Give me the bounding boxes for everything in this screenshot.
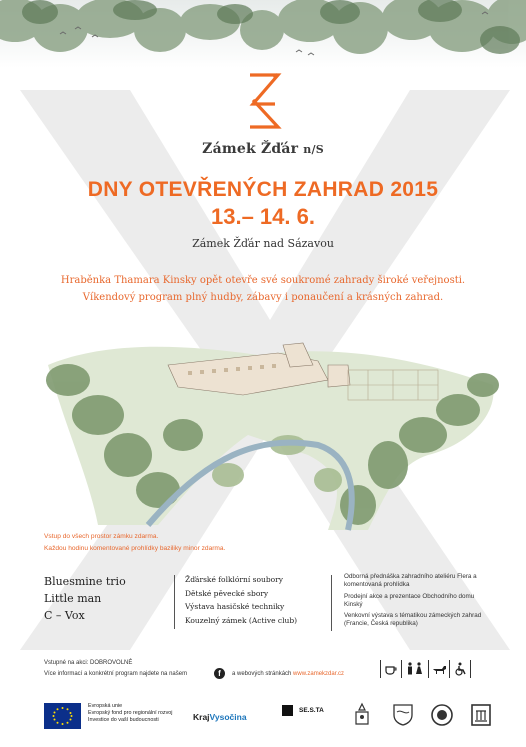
- town-emblem-icon: [350, 702, 374, 728]
- round-seal-icon: [430, 703, 454, 727]
- brand-name: Zámek Žďár: [202, 141, 299, 157]
- eu-flag-icon: [44, 703, 81, 729]
- garden-aerial-illustration: [28, 325, 508, 535]
- extra-item: Prodejní akce a prezentace Obchodního domu Kinský: [344, 592, 475, 608]
- wheelchair-icon: [449, 660, 471, 678]
- eu-funding-text: [88, 703, 173, 724]
- web-text: [232, 671, 344, 677]
- band-item: C – Vox: [44, 609, 85, 622]
- cafe-icon: [380, 660, 401, 678]
- kraj-name: Vysočina: [209, 712, 247, 722]
- entry-note-1: Vstup do všech prostor zámku zdarma.: [44, 533, 159, 540]
- event-dates: 13.– 14. 6.: [211, 204, 315, 229]
- more-info-label: Více informací a konkrétní program najdete na našem: [44, 671, 188, 677]
- activities-program: [185, 573, 297, 627]
- sesta-logo-icon: [282, 705, 293, 716]
- band-item: Little man: [44, 592, 102, 605]
- dog-icon: [428, 660, 449, 678]
- entry-note-2: Každou hodinu komentované prohlídky baziliky minor zdarma.: [44, 545, 226, 552]
- tree-canopy-illustration: [0, 0, 526, 68]
- entry-fee: Vstupné na akci: DOBROVOLNÉ: [44, 660, 133, 666]
- sesta-logo-text: SE.S.TA: [299, 707, 324, 714]
- brand-suffix: n/S: [303, 143, 324, 156]
- website-link[interactable]: www.zamekzdar.cz: [293, 671, 345, 677]
- extra-item: Odborná přednáška zahradního ateliéru Flera a komentovaná prohlídka: [344, 573, 477, 589]
- activity-item: Výstava hasičské techniky: [185, 602, 285, 611]
- facebook-icon[interactable]: f: [214, 668, 225, 679]
- extras-program: [344, 573, 494, 632]
- column-divider: [331, 575, 332, 631]
- toilets-icon: [401, 660, 428, 678]
- coat-of-arms-icon: [392, 703, 414, 727]
- eu-line-1: Evropská unie: [88, 703, 123, 709]
- stylized-z-logo-icon: [245, 72, 283, 130]
- music-program: [44, 573, 126, 624]
- kraj-vysocina-logo: [193, 712, 247, 722]
- brand-logo-text: [0, 141, 526, 157]
- more-info-text: [44, 671, 187, 677]
- activity-item: Dětské pěvecké sbory: [185, 588, 269, 598]
- eu-line-3: Investice do vaší budoucnosti: [88, 717, 159, 723]
- service-icons: [380, 659, 471, 679]
- band-item: Bluesmine trio: [44, 575, 126, 588]
- column-divider: [174, 575, 175, 629]
- intro-text: [0, 272, 526, 306]
- eu-line-2: Evropský fond pro regionální rozvoj: [88, 710, 173, 716]
- extra-item: Venkovní výstava s tématikou zámeckých zahrad (Francie, Česká republika): [344, 612, 482, 628]
- museum-emblem-icon: [470, 703, 492, 727]
- web-prefix: a webových stránkách: [232, 671, 292, 677]
- activity-item: Kouzelný zámek (Active club): [185, 615, 298, 625]
- event-venue: Zámek Žďár nad Sázavou: [192, 237, 334, 250]
- kraj-label: Kraj: [193, 712, 210, 722]
- intro-line-1: Hraběnka Thamara Kinsky opět otevře své soukromé zahrady široké veřejnosti.: [60, 275, 466, 286]
- event-title: DNY OTEVŘENÝCH ZAHRAD 2015: [87, 178, 439, 201]
- activity-item: Žďárské folklórní soubory: [185, 575, 283, 584]
- entry-notes: [44, 531, 225, 555]
- intro-line-2: Víkendový program plný hudby, zábavy i ponaučení a krásných zahrad.: [82, 292, 444, 303]
